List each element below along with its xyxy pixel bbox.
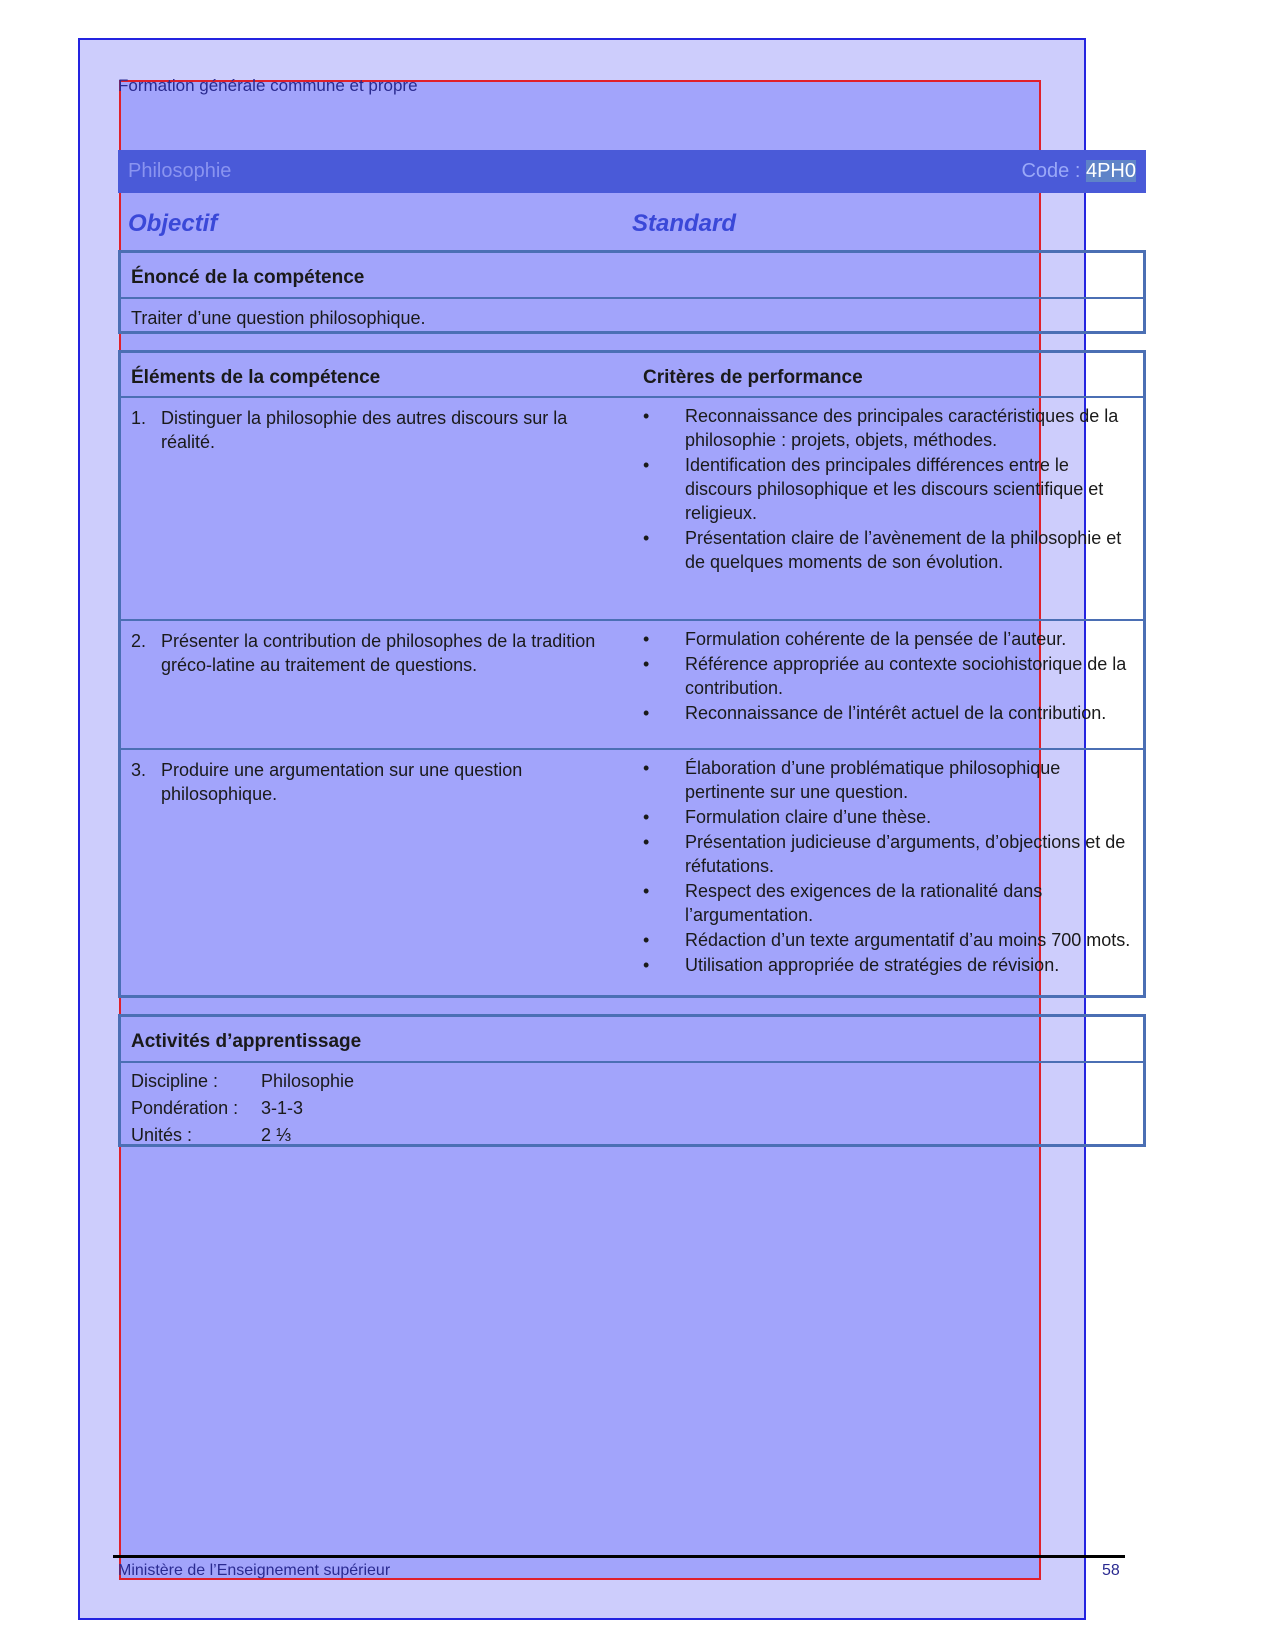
- criteria-list-1: [643, 404, 1133, 575]
- criterion: • Utilisation appropriée de stratégies de révision.: [643, 953, 1133, 977]
- criterion: • Identification des principales différences entre le discours philosophique et les discours scientifique et religieux.: [643, 453, 1133, 525]
- activities-heading-row: [121, 1017, 1143, 1063]
- elements-heading: Éléments de la compétence: [131, 367, 381, 388]
- unites-value: 2 ⅓: [261, 1125, 292, 1145]
- element-row-2: [121, 621, 1143, 750]
- course-code: [1021, 160, 1136, 183]
- ponderation-value: 3-1-3: [261, 1098, 304, 1118]
- section-title: Formation générale commune et propre: [118, 76, 418, 95]
- criteria-heading: Critères de performance: [643, 367, 863, 388]
- competence-box: [118, 250, 1146, 334]
- unites-label: Unités :: [131, 1125, 193, 1145]
- discipline-value: Philosophie: [261, 1071, 355, 1091]
- activities-heading: Activités d’apprentissage: [131, 1031, 362, 1052]
- criterion: • Respect des exigences de la rationalité dans l’argumentation.: [643, 879, 1133, 927]
- element-number: 2.: [131, 631, 147, 651]
- objectif-heading: Objectif: [128, 210, 218, 237]
- element-number: 1.: [131, 408, 147, 428]
- criterion: • Reconnaissance des principales caractéristiques de la philosophie : projets, objets, méthodes.: [643, 404, 1133, 452]
- subject-title: Philosophie: [128, 160, 232, 182]
- competence-heading: Énoncé de la compétence: [131, 267, 365, 288]
- criterion: • Présentation judicieuse d’arguments, d’objections et de réfutations.: [643, 830, 1133, 878]
- criteria-list-3: [643, 756, 1133, 978]
- criteria-list-2: [643, 627, 1133, 726]
- activities-box: [118, 1014, 1146, 1147]
- competence-statement-row: [121, 299, 1143, 331]
- elements-heading-row: [121, 353, 1143, 398]
- code-label: Code :: [1021, 160, 1081, 182]
- code-value: 4PH0: [1085, 160, 1136, 182]
- activities-details: [121, 1063, 1143, 1143]
- criterion: • Formulation cohérente de la pensée de l’auteur.: [643, 627, 1133, 651]
- criterion: • Reconnaissance de l’intérêt actuel de la contribution.: [643, 701, 1133, 725]
- element-3: [131, 758, 601, 806]
- criterion: • Élaboration d’une problématique philosophique pertinente sur une question.: [643, 756, 1133, 804]
- element-row-3: [121, 750, 1143, 995]
- criterion: • Formulation claire d’une thèse.: [643, 805, 1133, 829]
- element-text: Produire une argumentation sur une question philosophique.: [161, 760, 523, 804]
- criterion: • Présentation claire de l’avènement de la philosophie et de quelques moments de son évolution.: [643, 526, 1133, 574]
- discipline-label: Discipline :: [131, 1071, 219, 1091]
- page-number: 58: [1102, 1562, 1120, 1579]
- footer-ministry: Ministère de l’Enseignement supérieur: [118, 1562, 391, 1579]
- criterion: • Référence appropriée au contexte sociohistorique de la contribution.: [643, 652, 1133, 700]
- element-text: Distinguer la philosophie des autres discours sur la réalité.: [161, 408, 568, 452]
- competence-statement: Traiter d’une question philosophique.: [131, 308, 426, 328]
- criterion: • Rédaction d’un texte argumentatif d’au moins 700 mots.: [643, 928, 1133, 952]
- element-text: Présenter la contribution de philosophes de la tradition gréco-latine au traitement de questions.: [161, 631, 596, 675]
- element-1: [131, 406, 601, 454]
- footer-divider: [113, 1555, 1125, 1558]
- ponderation-label: Pondération :: [131, 1098, 239, 1118]
- title-band: [118, 150, 1146, 193]
- element-2: [131, 629, 601, 677]
- element-row-1: [121, 398, 1143, 621]
- competence-heading-row: [121, 253, 1143, 299]
- element-number: 3.: [131, 760, 147, 780]
- standard-heading: Standard: [632, 210, 737, 237]
- elements-box: [118, 350, 1146, 998]
